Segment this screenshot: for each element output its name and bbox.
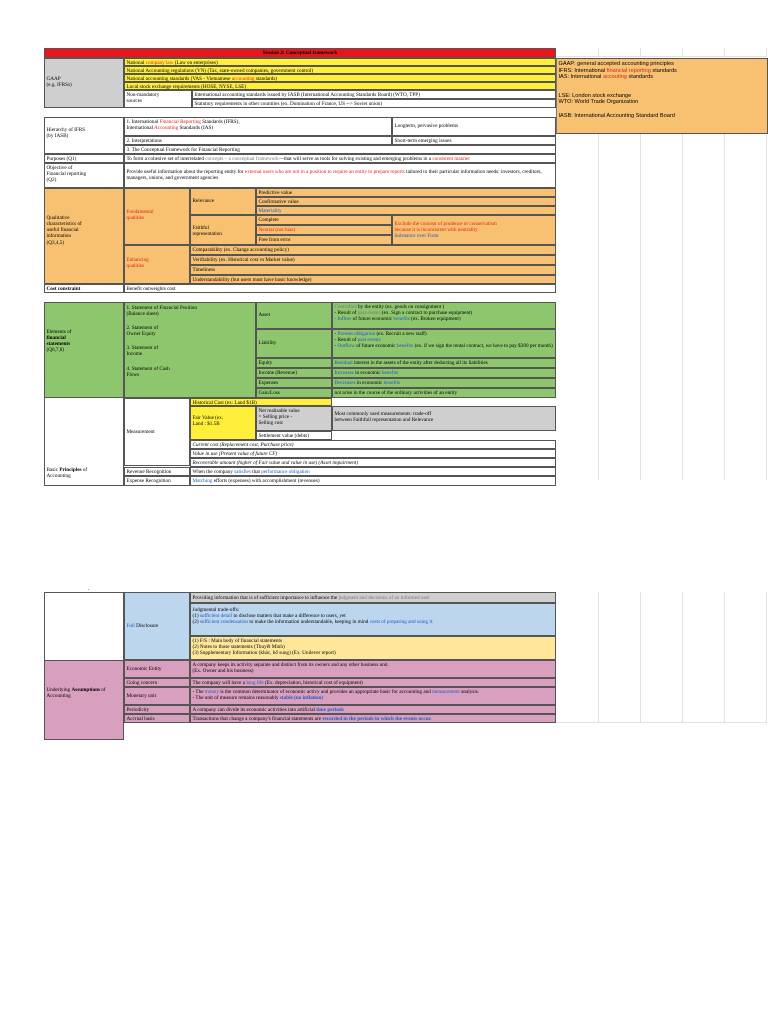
neutral: Neutral (not bias) [256, 225, 392, 235]
gainloss-label: Gain/Loss [256, 388, 332, 398]
neutral-note: Exclude the concept of prudence or conservatism because it is inconsistent with neutrality Substance over Form [392, 215, 556, 245]
disclosure-left-blank [44, 592, 124, 660]
free-from-error: Free from error [256, 235, 392, 245]
grid-cell [683, 48, 725, 57]
predictive-value: Predictive value [256, 188, 556, 197]
note-ifrs: IFRS: International financial reporting standards [558, 67, 677, 74]
net-realisable-value: Net realisable value = Selling price - Selling cost [256, 406, 332, 431]
confirmative-value: Confirmative value [256, 197, 556, 206]
liability-label: Liability [256, 329, 332, 358]
equity-label: Equity [256, 358, 332, 368]
hierarchy-shortterm: Short-term emerging issues [392, 136, 556, 145]
periodicity: Periodicity [124, 705, 190, 714]
note-iasb: IASB: International Accounting Standard Board [558, 112, 675, 119]
elements-label: Elements of financial statements (Q6,7,8) [44, 302, 124, 398]
hierarchy-level-3: 3. The Conceptual Framework for Financial Reporting [124, 145, 556, 154]
fs-balance-sheet: 1. Statement of Financial Position (Balance sheet) [126, 305, 197, 318]
grid-column [683, 592, 725, 723]
gainloss-definition: not arise in the course of the ordinary activities of an entity [332, 388, 556, 398]
accrual-basis-text: Transactions that change a company's financial statements are recorded in the periods in which the events occur. [190, 714, 556, 723]
fs-cash-flows: 4. Statement of Cash Flows [126, 366, 170, 379]
purposes-text: To form a cohesive set of interrelated concepts – a conceptual framework—that will serve as tools for solving existing and emerging problems in a consistent manner [124, 154, 556, 163]
grid-column [557, 592, 599, 723]
fs-owner-equity: 2. Statement of Owner Equity [126, 325, 159, 338]
equity-definition: Residual interest in the assets of the entity after deducting all its liabilities [332, 358, 556, 368]
verifiability: Verifiability (ex. Historical cost vs Market value) [190, 255, 556, 265]
income-label: Income (Revenue) [256, 368, 332, 378]
fundamental-qualities: Fundamental qualities [124, 188, 190, 245]
enhancing-qualities: Enhancing qualities [124, 245, 190, 284]
full-disclosure-label: Full Disclosure [124, 592, 190, 660]
full-disclosure-tradeoffs: Judgmental trade-offs: (1) sufficient detail to disclose matters that make a difference to users, yet (2) sufficient condensation to make the information understandable, keeping in mind costs of preparing and using it. [190, 603, 556, 636]
fs-income: 3. Statement of Income [126, 345, 159, 358]
value-in-use: Value in use (Present value of future CF) [190, 449, 556, 458]
grid-column [725, 134, 767, 480]
hierarchy-label: Hierarchy of IFRS (by IASB) [44, 117, 124, 154]
grid-cell [641, 48, 683, 57]
grid-column [599, 592, 641, 723]
recoverable-amount: Recoverable amount (higher of Fair value and value in use) (Asset impairment) [190, 458, 556, 467]
note-wto: WTO: World Trade Organization [558, 99, 639, 106]
gaap-company-law: National company law (Law on enterprises) [124, 58, 556, 66]
liability-definition: - Present obligation (ex. Recruit a new staff) - Result of past events - Outflow of future economic benefits (ex. if we sign the rental contract, we have to pay $300 per month) [332, 329, 556, 358]
gaap-stock-exchange: Local stock exchange requirements (HOSE, NYSE, LSE) [124, 82, 556, 90]
grid-column [641, 134, 683, 480]
complete: Complete [256, 215, 392, 225]
historical-cost: Historical Cost (ex: Land $1B) [190, 398, 332, 406]
going-concern-text: The company will have a long life (Ex. depreciation, historical cost of equipment) [190, 678, 556, 687]
cost-constraint-label: Cost constraint [44, 284, 124, 293]
relevance: Relevance [190, 188, 256, 215]
materiality: Materiality [256, 206, 556, 215]
note-ias: IAS: International accouting standards [558, 74, 654, 81]
expense-recognition: Expense Recognition [124, 476, 190, 486]
purposes-label: Purposes (Q1) [44, 154, 124, 163]
monetary-unit-text: - The money is the common determinator of economic activy and provides an appropriate basic for accounting and measurement analysis. - The unit of measure remains reasonably stable (no inflation) [190, 687, 556, 705]
objective-label: Objective of Financial reporting (Q2) [44, 163, 124, 188]
timeliness: Timeliness [190, 265, 556, 275]
grid-column [683, 134, 725, 480]
cost-constraint-text: Benefit outweights cost [124, 284, 556, 293]
grid-cell [599, 48, 641, 57]
revenue-recognition: Revenue Recognition [124, 467, 190, 476]
qualitative-label: Qualitative characteristics of useful financial information (Q3,4,5) [44, 188, 124, 284]
asset-label: Asset [256, 302, 332, 329]
hierarchy-level-1: 1. International Financial Reporting Standards (IFRS), International Accounting Standards (IAS) [124, 117, 392, 136]
nonmandatory-iasb: International accounting standards issued by IASB (International Accounting Standards Board) (WTO, TPP) [192, 90, 556, 99]
periodicity-text: A company can divide its economic activities into artificial time periods [190, 705, 556, 714]
going-concern: Going concern [124, 678, 190, 687]
monetary-unit: Monetary unit [124, 687, 190, 705]
note-lse: LSE: London stock exchange [558, 92, 632, 99]
understandability: Understandability (but users must have basic knowledge) [190, 275, 556, 284]
session-title: Session 2: Conceptual framework [44, 48, 556, 58]
settlement-value: Settlement value (debts) [256, 431, 332, 440]
expense-recognition-text: Matching efforts (expenses) with accomplishment (revenues) [190, 476, 556, 486]
gaap-regulations: National Accounting regulations (VN) (Tax, state-owned companies, government control) [124, 66, 556, 74]
gaap-vas: National accounting standards (VAS - Vietnamese accounting standards) [124, 74, 556, 82]
fair-value: Fair Value (ex. Land : $1.5B [190, 406, 256, 440]
measurement-label: Measurement [124, 398, 190, 466]
measurement-note: Most commonly used measurements: trade-off between Faithfull representation and Relevance [332, 406, 556, 431]
comparability: Comparability (ex. Change accounting policy) [190, 245, 556, 255]
abbreviation-notes [556, 58, 768, 134]
gaap-label: GAAP (e.g. IFRSs) [44, 58, 124, 108]
accrual-basis: Accrual basis [124, 714, 190, 723]
income-definition: Increases in economic benefits [332, 368, 556, 378]
nonmandatory-other: Statutory requirements in other countries (ex. Domination of France, US --> Soviet union) [192, 99, 556, 108]
stray-mark: . [88, 586, 90, 592]
asset-definition: Controlled by the entity (ex. goods on consignment ) - Result of past events (ex. Sign a contract to purchase equipment) - Inflow of future economic benefits (ex. Broken equipment) [332, 302, 556, 329]
nonmandatory-label: Non-mandatory sources [124, 90, 192, 108]
faithful-representation: Faithful representation [190, 215, 256, 245]
grid-column [641, 592, 683, 723]
note-gaap: GAAP: general accepted accounting principles [558, 61, 674, 67]
economic-entity-text: A company keeps its activity separate and distinct from its owners and any other business unit. (Ex. Owner and his business) [190, 660, 556, 678]
full-disclosure-list: (1) F/S : Main body of financial statements (2) Notes to those statements (Thuyết Minh) (3) Supplementary Information (khác, bổ sung) (Ex. Unilever report) [190, 636, 556, 660]
grid-cell [557, 48, 599, 57]
grid-column [557, 134, 599, 480]
grid-column [725, 592, 767, 723]
expenses-label: Expenses [256, 378, 332, 388]
objective-text: Provide useful information about the reporting entity for external users who are not in a position to require an entity to prepare reports tailored to their particular information needs: investors, creditors, managers, unions, and government agencies [124, 163, 556, 188]
revenue-recognition-text: When the company satisfies that performance obligation [190, 467, 556, 476]
fs-statements [124, 302, 256, 398]
full-disclosure-definition: Providing information that is of sufficient importance to influence the judgment and decisions of an informed user [190, 592, 556, 603]
principles-label: Basic Principles of Accounting [44, 398, 124, 486]
grid-cell [725, 48, 767, 57]
assumptions-label: Underlying Assumptions of Accounting [44, 660, 124, 740]
economic-entity: Economic Entity [124, 660, 190, 678]
hierarchy-level-2: 2. Interpretations [124, 136, 392, 145]
grid-column [599, 134, 641, 480]
hierarchy-longterm: Longterm, pervasive problems [392, 117, 556, 136]
current-cost: Current cost (Replacement cost, Purchase price) [190, 440, 556, 449]
expenses-definition: Decreases in economic benefits [332, 378, 556, 388]
